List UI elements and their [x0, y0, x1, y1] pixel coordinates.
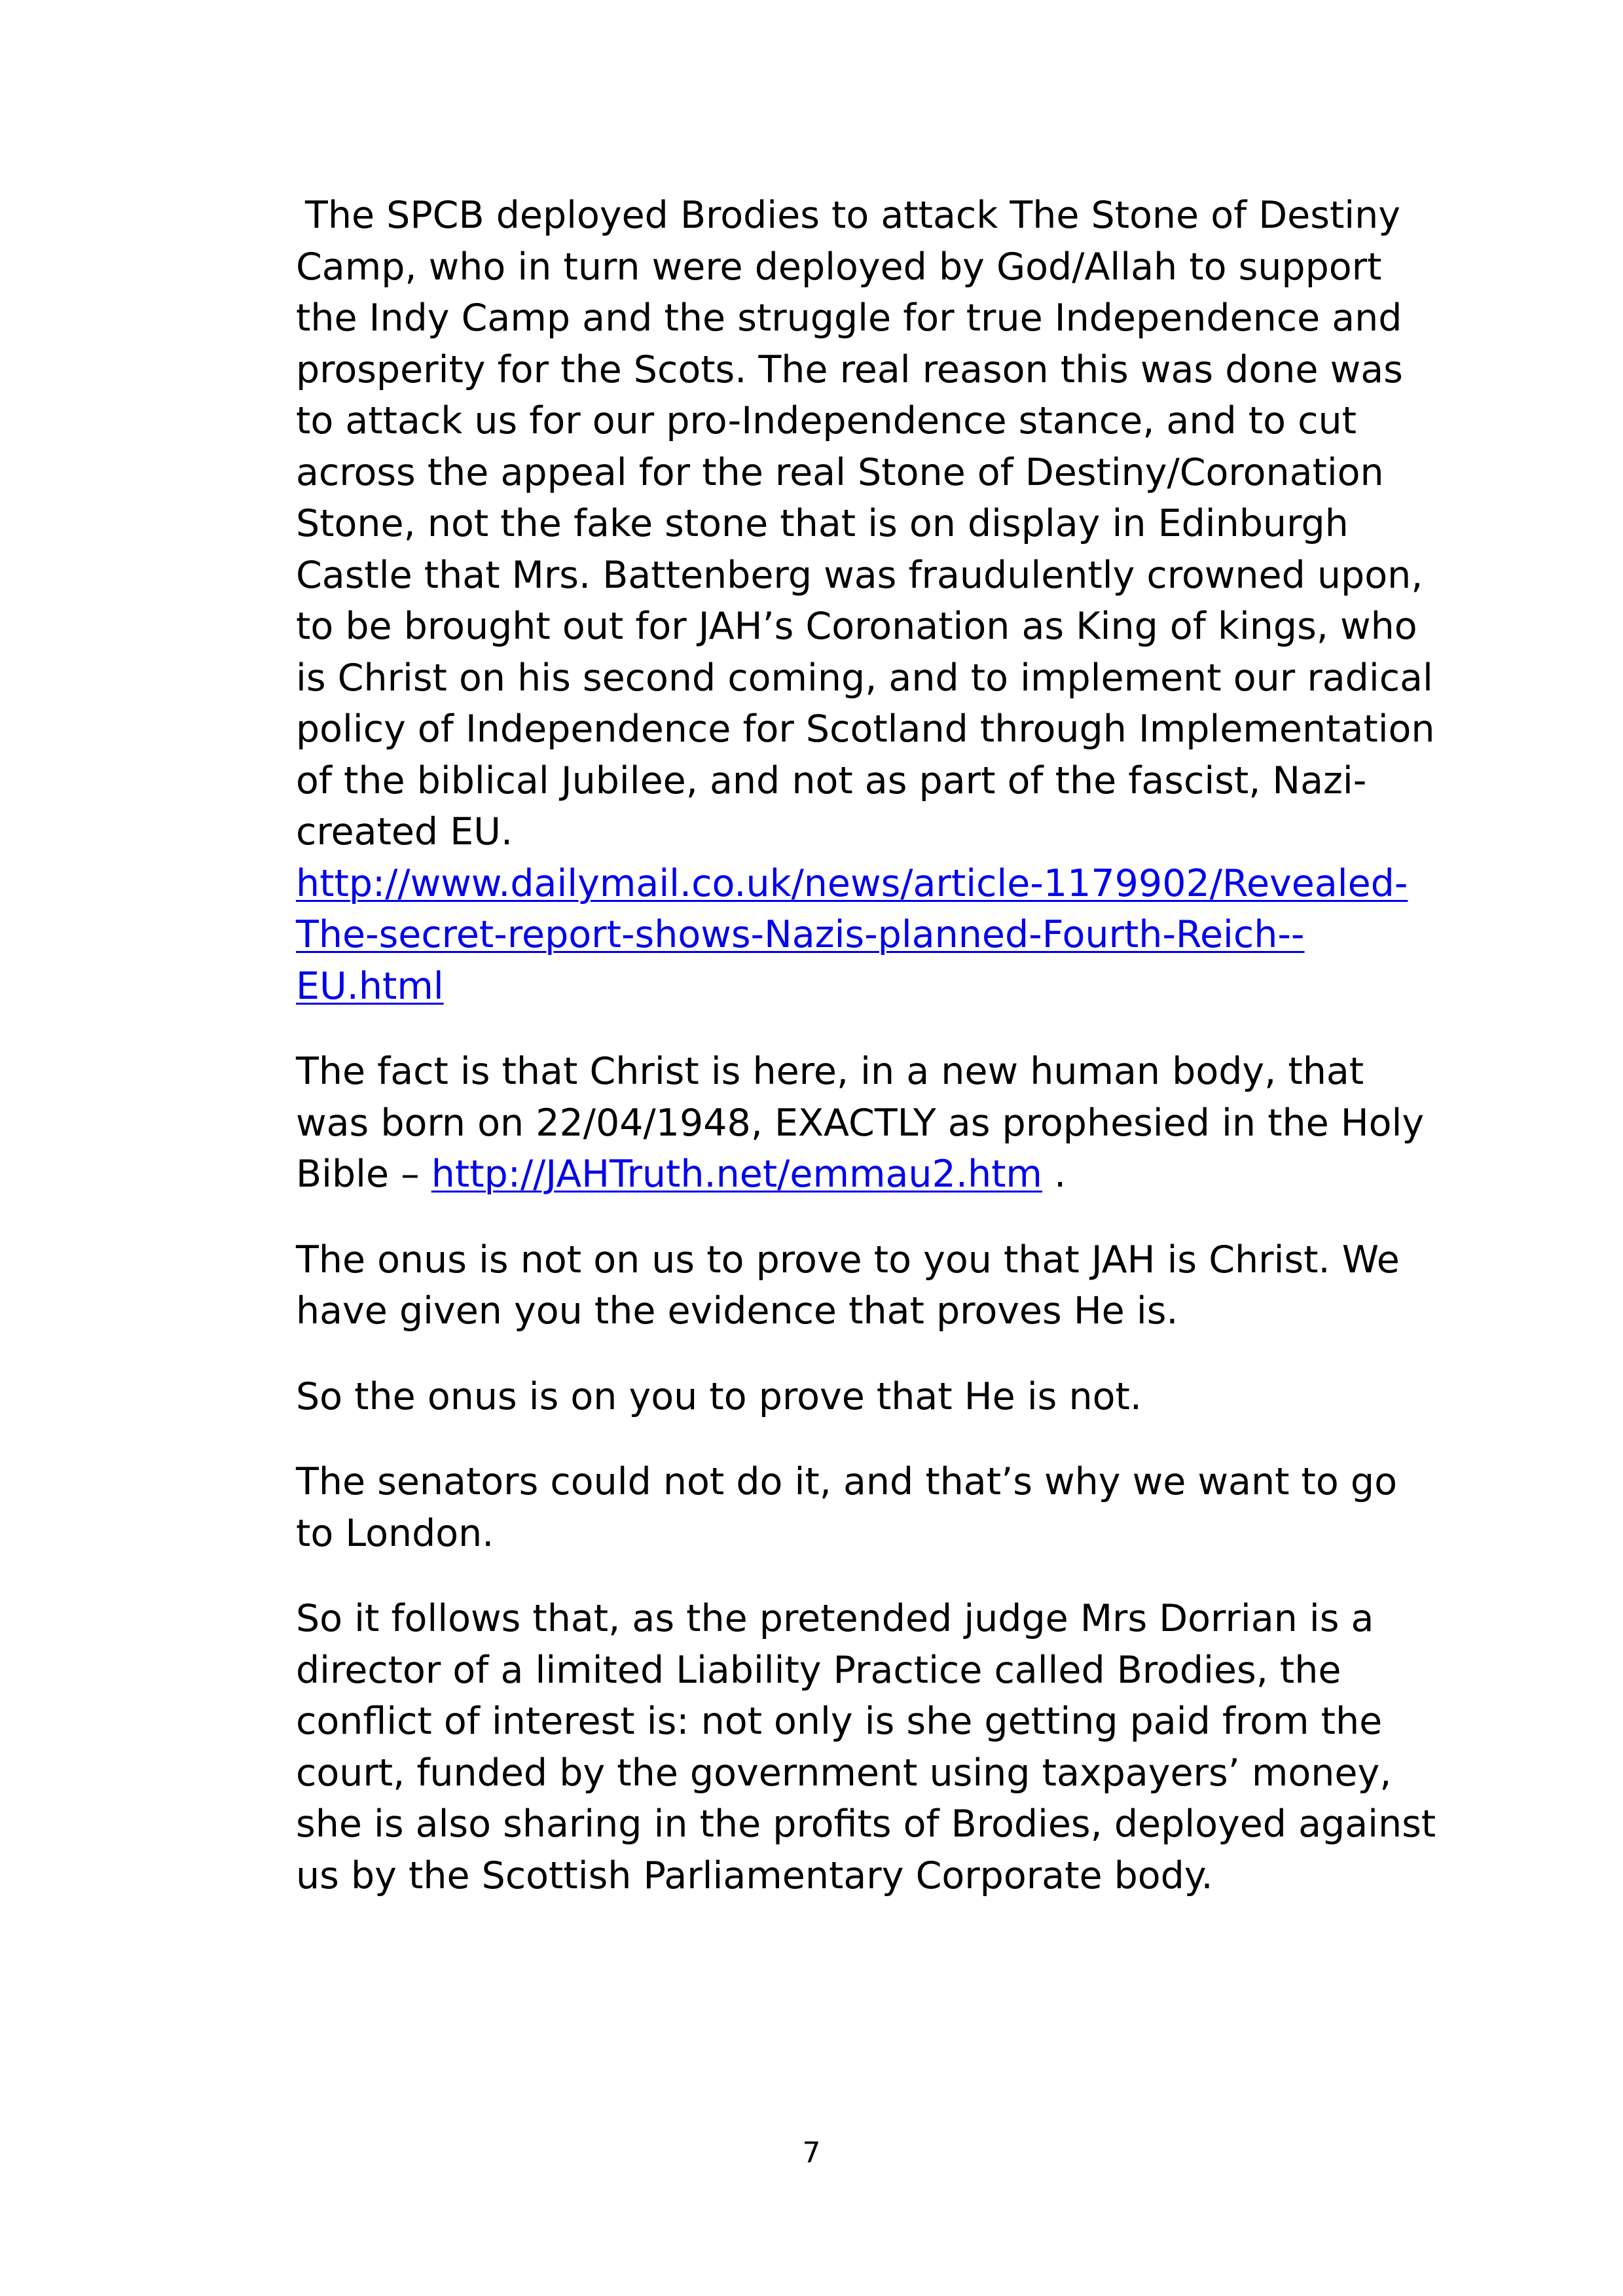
jahtruth-link[interactable]: http://JAHTruth.net/emmau2.htm [431, 1153, 1042, 1196]
paragraph-stone-of-destiny: The SPCB deployed Brodies to attack The Stone of Destiny Camp, who in turn were deployed by God/Allah to support the Indy Camp and the struggle for true Independence and prosperity for the Scots. The real reason this was done was to attack us for our pro-Independence stance, and to cut across the appeal for the real Stone of Destiny/Coronation Stone, not the fake stone that is on display in Edinburgh Castle that Mrs. Battenberg was fraudulently crowned upon, to be brought out for JAH’s Coronation as King of kings, who is Christ on his second coming, and to implement our radical policy of Independence for Scotland through Implementation of the biblical Jubilee, and not as part of the fascist, Nazi-created EU. [296, 194, 1435, 853]
page-number: 7 [802, 2136, 821, 2170]
paragraph-senators: The senators could not do it, and that’s why we want to go to London. [296, 1460, 1397, 1555]
paragraph-onus-not-on-us: The onus is not on us to prove to you that JAH is Christ. We have given you the evidence that proves He is. [296, 1238, 1400, 1333]
paragraph-onus-on-you: So the onus is on you to prove that He is not. [296, 1374, 1142, 1418]
dailymail-link-line [296, 858, 1442, 1013]
paragraph-christ-here [296, 1046, 1442, 1200]
page-content [296, 190, 1442, 1935]
paragraph-christ-here-text: The fact is that Christ is here, in a new human body, that was born on 22/04/1948, EXACTLY as prophesied in the Holy Bible – [296, 1050, 1425, 1196]
paragraph-conflict-of-interest: So it follows that, as the pretended judge Mrs Dorrian is a director of a limited Liability Practice called Brodies, the conflict of interest is: not only is she getting paid from the court, funded by the government using taxpayers’ money, she is also sharing in the profits of Brodies, deployed against us by the Scottish Parliamentary Corporate body. [296, 1597, 1436, 1897]
paragraph-christ-here-end: . [1042, 1153, 1067, 1196]
dailymail-article-link[interactable]: http://www.dailymail.co.uk/news/article-1179902/Revealed-The-secret-report-shows-Nazis-planned-Fourth-Reich--EU.html [296, 861, 1408, 1008]
